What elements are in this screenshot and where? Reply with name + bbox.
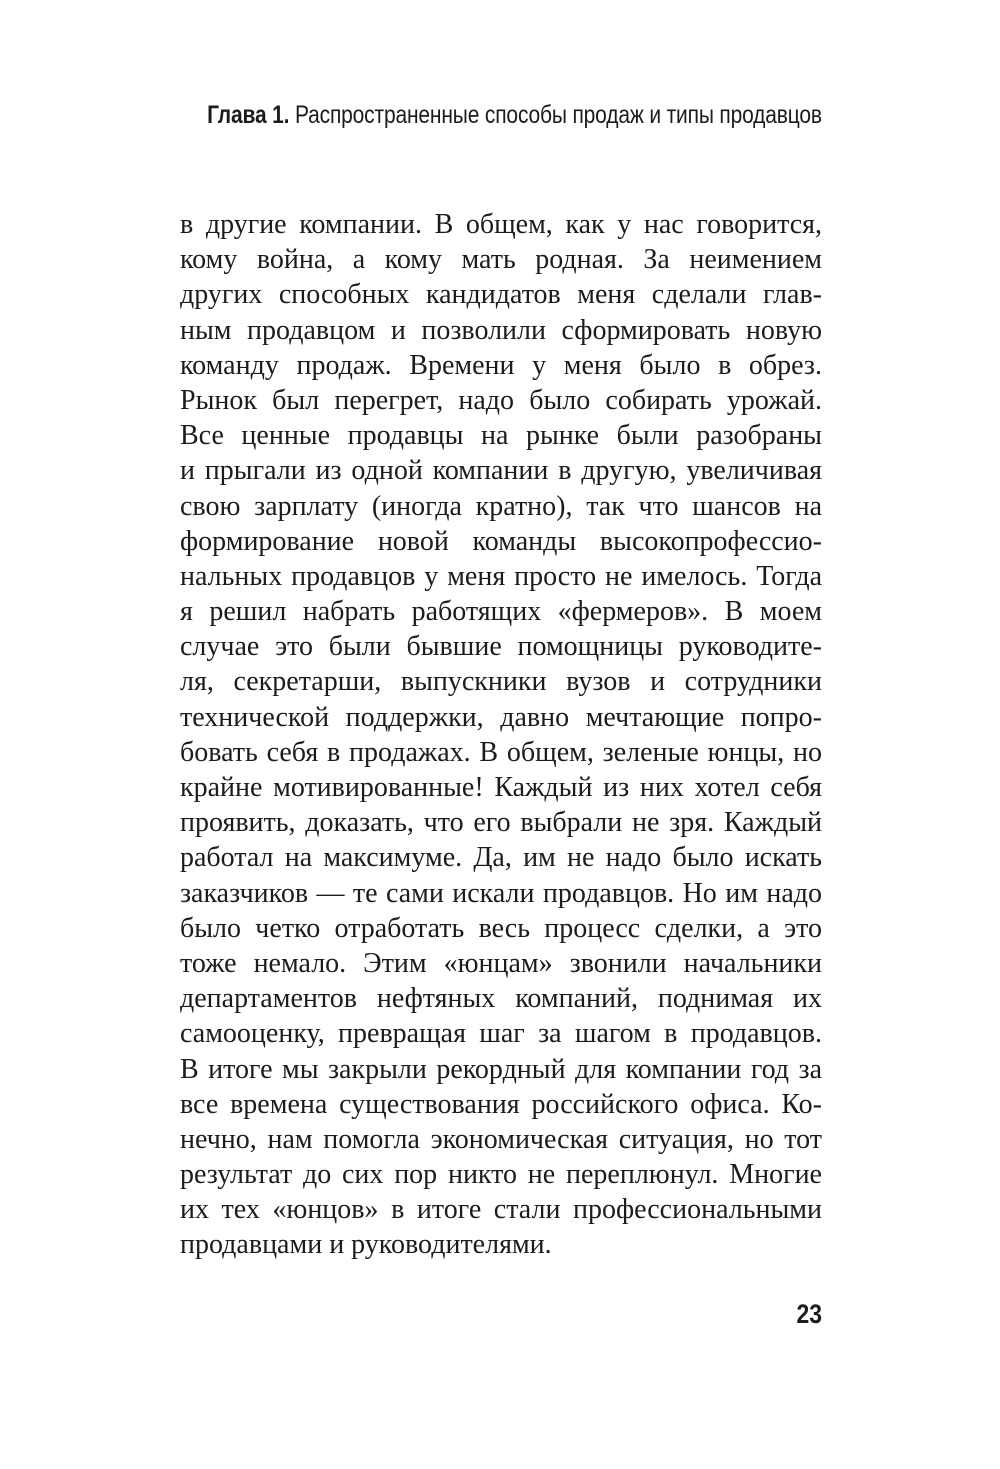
text-line: бовать себя в продажах. В общем, зеленые юнцы, но — [180, 736, 822, 768]
page-number: 23 — [796, 1299, 822, 1329]
text-line: крайне мотивированные! Каждый из них хотел себя — [180, 772, 822, 803]
text-line: нальных продавцов у меня просто не имелось. Тогда — [180, 560, 822, 592]
text-line: случае это были бывшие помощницы руководите- — [180, 631, 822, 663]
text-line: и прыгали из одной компании в другую, увеличивая — [180, 455, 822, 487]
text-line: проявить, доказать, что его выбрали не зря. Каждый — [180, 807, 822, 839]
text-line: заказчиков — те сами искали продавцов. Но им надо — [180, 877, 822, 909]
text-line: тоже немало. Этим «юнцам» звонили начальники — [180, 947, 822, 979]
text-line: нечно, нам помогла экономическая ситуация, но тот — [180, 1123, 822, 1155]
text-line: я решил набрать работящих «фермеров». В моем — [180, 596, 822, 628]
text-line: ля, секретарши, выпускники вузов и сотрудники — [180, 666, 822, 698]
text-line: кому война, а кому мать родная. За неимением — [180, 244, 822, 276]
text-line: работал на максимуме. Да, им не надо было искать — [180, 842, 822, 874]
text-line: продавцами и руководителями. — [180, 1229, 552, 1261]
text-line: других способных кандидатов меня сделали глав- — [180, 279, 822, 311]
text-line: департаментов нефтяных компаний, поднимая их — [180, 983, 822, 1015]
text-line: их тех «юнцов» в итоге стали профессиональными — [180, 1194, 822, 1226]
text-line: В итоге мы закрыли рекордный для компании год за — [180, 1053, 822, 1085]
text-line: Все ценные продавцы на рынке были разобраны — [180, 420, 822, 452]
running-head — [207, 98, 822, 132]
text-line: самооценку, превращая шаг за шагом в продавцов. — [180, 1018, 822, 1050]
text-line: свою зарплату (иногда кратно), так что шансов на — [180, 490, 822, 522]
text-line: результат до сих пор никто не переплюнул. Многие — [180, 1159, 822, 1191]
body-text — [180, 207, 822, 1263]
text-line: Рынок был перегрет, надо было собирать урожай. — [180, 384, 822, 416]
text-line: все времена существования российского офиса. Ко- — [180, 1088, 822, 1120]
text-line: ным продавцом и позволили сформировать новую — [180, 314, 822, 346]
text-line: технической поддержки, давно мечтающие попро- — [180, 701, 822, 733]
text-line: формирование новой команды высокопрофессио- — [180, 525, 822, 557]
chapter-label: Глава 1. — [207, 101, 290, 129]
text-line: команду продаж. Времени у меня было в обрез. — [180, 349, 822, 381]
text-line: в другие компании. В общем, как у нас говорится, — [180, 209, 822, 240]
text-line: было четко отработать весь процесс сделки, а это — [180, 912, 822, 944]
chapter-title: Распространенные способы продаж и типы продавцов — [295, 101, 822, 129]
